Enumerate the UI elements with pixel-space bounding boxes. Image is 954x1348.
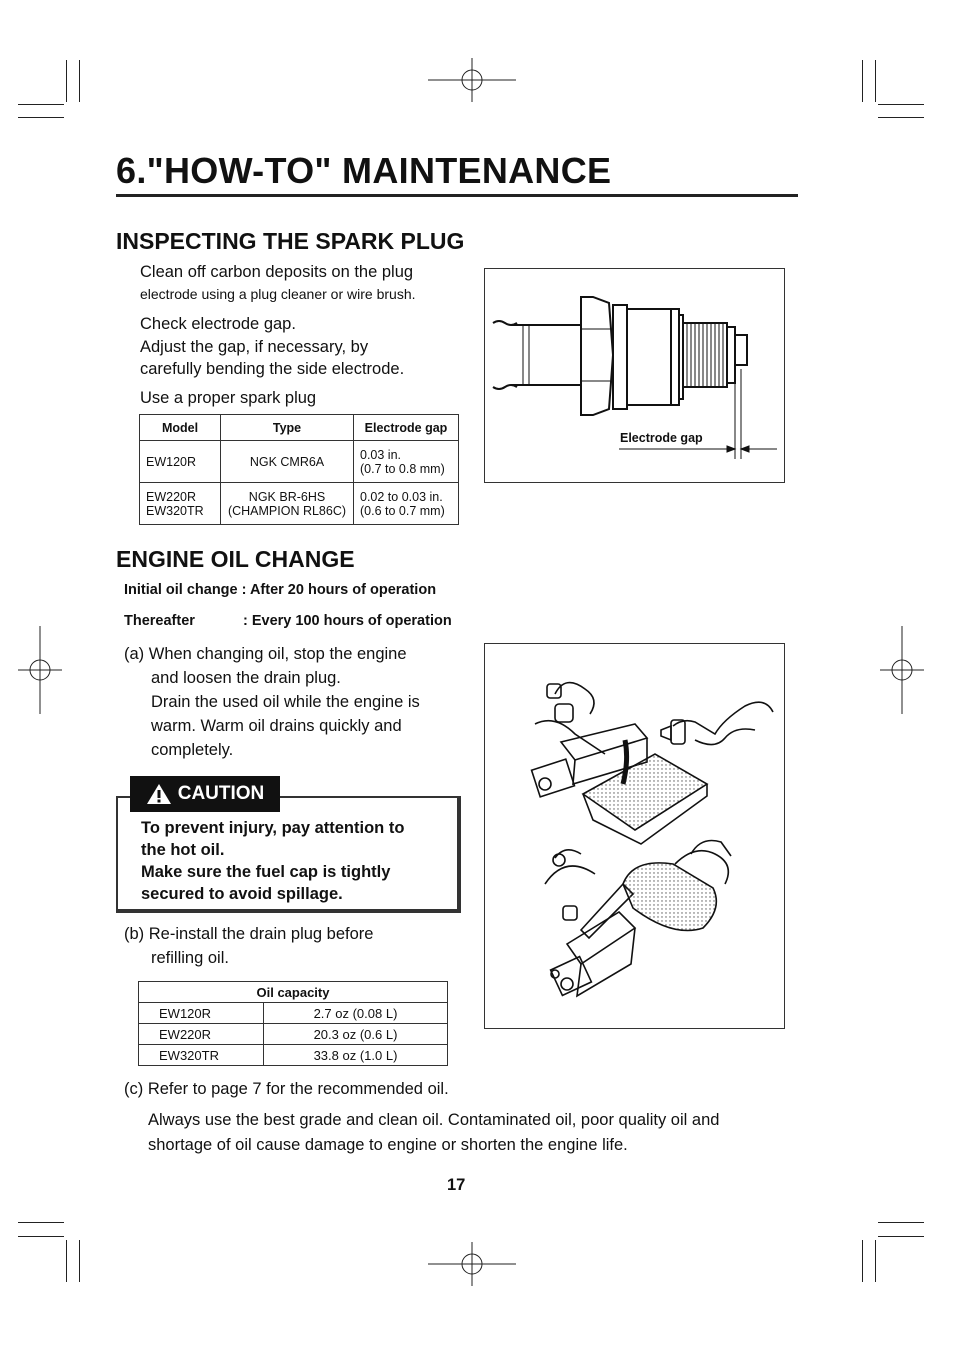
spark-line-1: Clean off carbon deposits on the plug <box>140 263 414 281</box>
spark-plug-table <box>139 414 459 525</box>
initial-oil-change: Initial oil change : After 20 hours of operation <box>124 582 437 598</box>
caution-box <box>116 796 461 913</box>
caution-text: To prevent injury, pay attention to the hot oil. Make sure the fuel cap is tightly secured to avoid spillage. <box>141 819 405 903</box>
oil-change-illustration <box>485 644 784 1028</box>
table-cell: 2.7 oz (0.08 L) <box>264 1003 448 1024</box>
table-cell: 33.8 oz (1.0 L) <box>264 1045 448 1066</box>
oil-change-figure <box>484 643 785 1029</box>
registration-mark-right <box>880 626 924 714</box>
spark-line-4: Adjust the gap, if necessary, by <box>140 338 369 356</box>
table-cell: NGK CMR6A <box>221 441 354 483</box>
table-cell: EW320TR <box>139 1045 264 1066</box>
registration-mark-left <box>18 626 62 714</box>
page-title: 6."HOW-TO" MAINTENANCE <box>116 150 612 191</box>
spark-line-2: electrode using a plug cleaner or wire brush. <box>140 286 416 302</box>
electrode-gap-label: Electrode gap <box>620 431 703 445</box>
spark-line-6: Use a proper spark plug <box>140 389 317 407</box>
engine-oil-heading: ENGINE OIL CHANGE <box>116 546 355 572</box>
title-rule <box>116 194 798 197</box>
table-cell: 0.02 to 0.03 in. (0.6 to 0.7 mm) <box>354 483 459 525</box>
thereafter-label: Thereafter <box>124 613 195 629</box>
table-cell: EW120R <box>139 1003 264 1024</box>
caution-label: CAUTION <box>130 776 280 812</box>
thereafter-value: : Every 100 hours of operation <box>243 613 452 629</box>
table-cell: EW120R <box>140 441 221 483</box>
oil-capacity-header: Oil capacity <box>139 982 448 1003</box>
oil-capacity-table <box>138 981 448 1066</box>
page-number: 17 <box>447 1176 466 1194</box>
spark-plug-figure <box>484 268 785 483</box>
warning-icon <box>146 783 172 805</box>
col-model: Model <box>140 415 221 441</box>
step-b: (b) Re-install the drain plug before refilling oil. <box>124 925 374 967</box>
spark-plug-heading: INSPECTING THE SPARK PLUG <box>116 228 465 254</box>
registration-mark-bottom <box>428 1242 516 1286</box>
closing-paragraph: Always use the best grade and clean oil. Contaminated oil, poor quality oil and shortage of oil cause damage to engine or shorten the engine life. <box>148 1111 720 1154</box>
registration-mark-top <box>428 58 516 102</box>
table-cell: 0.03 in. (0.7 to 0.8 mm) <box>354 441 459 483</box>
table-cell: NGK BR-6HS (CHAMPION RL86C) <box>221 483 354 525</box>
spark-line-3: Check electrode gap. <box>140 315 296 333</box>
step-c: (c) Refer to page 7 for the recommended oil. <box>124 1080 449 1098</box>
table-cell: EW220R <box>139 1024 264 1045</box>
step-a: (a) When changing oil, stop the engine and loosen the drain plug. Drain the used oil while the engine is warm. Warm oil drains quickly and completely. <box>124 645 420 759</box>
col-type: Type <box>221 415 354 441</box>
table-cell: EW220R EW320TR <box>140 483 221 525</box>
table-cell: 20.3 oz (0.6 L) <box>264 1024 448 1045</box>
spark-plug-illustration <box>485 269 784 482</box>
col-electrode-gap: Electrode gap <box>354 415 459 441</box>
spark-line-5: carefully bending the side electrode. <box>140 360 405 378</box>
